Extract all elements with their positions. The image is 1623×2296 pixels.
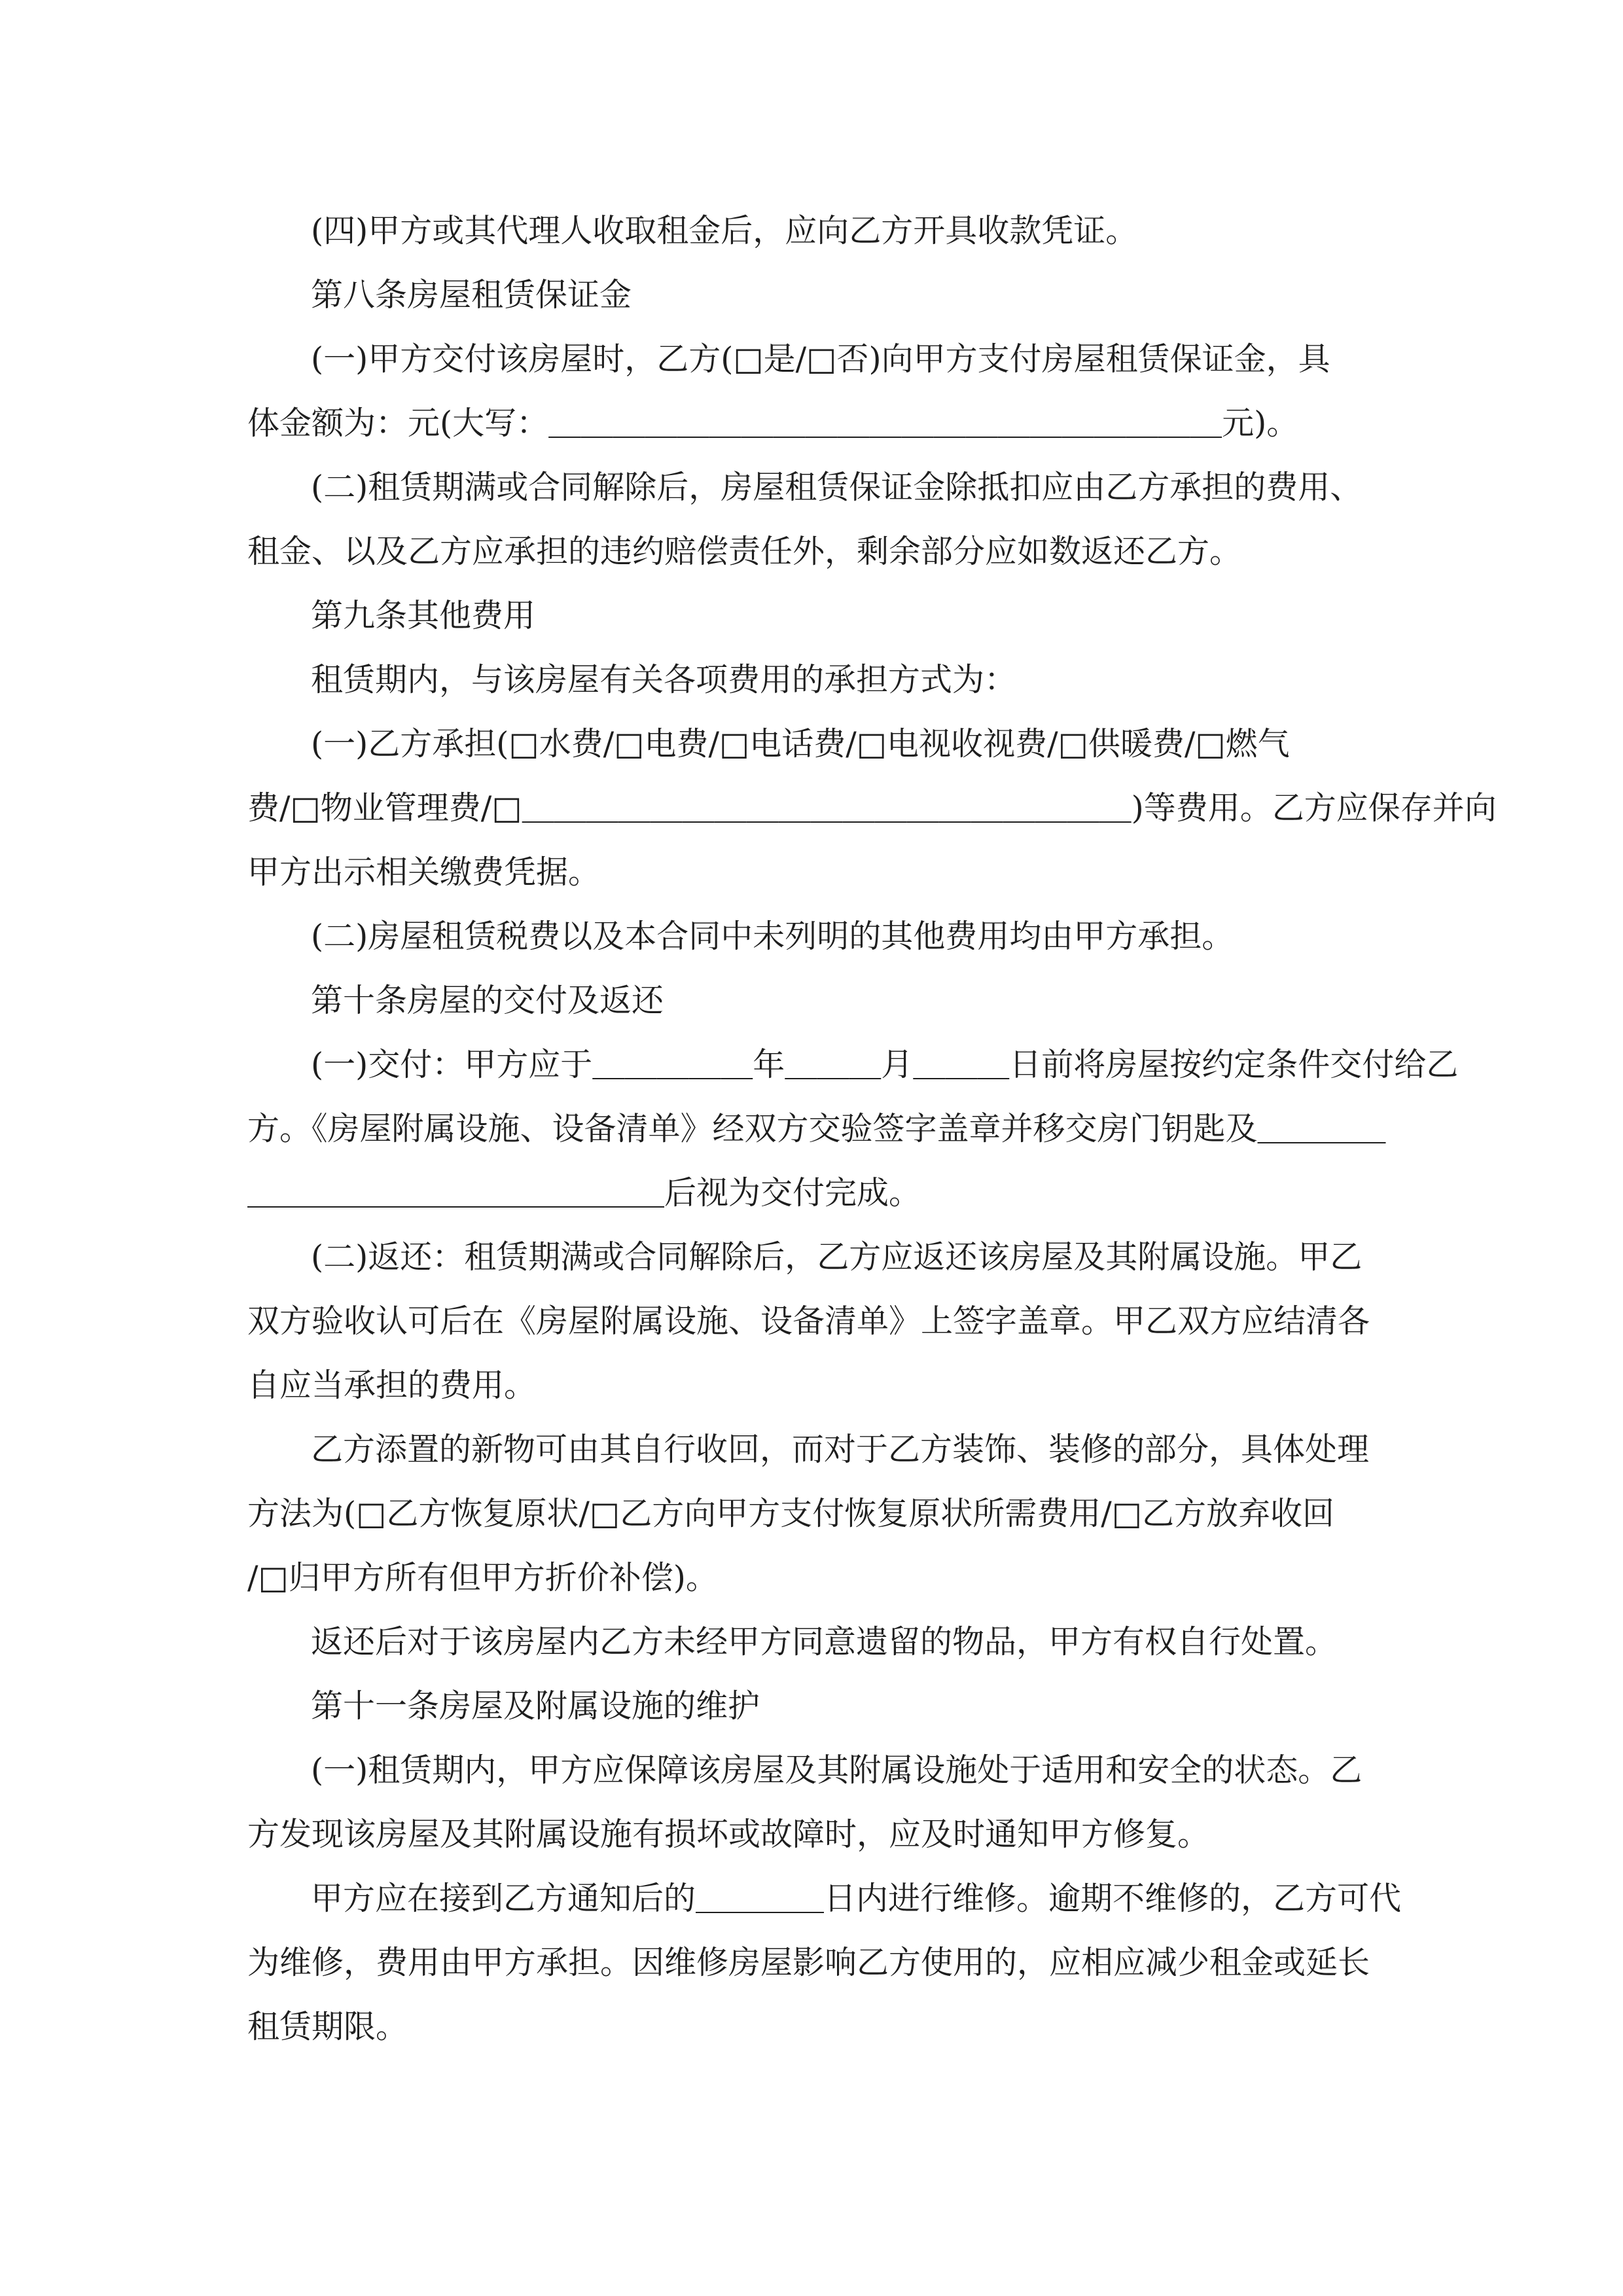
text-line: 方发现该房屋及其附属设施有损坏或故障时，应及时通知甲方修复。 — [247, 1816, 1210, 1853]
text-line: (四)甲方或其代理人收取租金后，应向乙方开具收款凭证。 — [311, 212, 1138, 249]
text-line: (二)租赁期满或合同解除后，房屋租赁保证金除抵扣应由乙方承担的费用、 — [311, 469, 1363, 506]
text-line: 租赁期内，与该房屋有关各项费用的承担方式为： — [311, 661, 1017, 698]
text-line: (一)乙方承担(□水费/□电费/□电话费/□电视收视费/□供暖费/□燃气 — [311, 725, 1290, 762]
text-line: 返还后对于该房屋内乙方未经甲方同意遗留的物品，甲方有权自行处置。 — [311, 1623, 1338, 1660]
text-line: 乙方添置的新物可由其自行收回，而对于乙方装饰、装修的部分，具体处理 — [311, 1431, 1370, 1468]
text-line: (二)返还：租赁期满或合同解除后，乙方应返还该房屋及其附属设施。甲乙 — [311, 1238, 1363, 1276]
text-line: ＿＿＿＿＿＿＿＿＿＿＿＿＿后视为交付完成。 — [247, 1174, 921, 1211]
section-heading: 第十一条房屋及附属设施的维护 — [311, 1687, 760, 1725]
text-line: /□归甲方所有但甲方折价补偿)。 — [247, 1559, 718, 1596]
text-line: 费/□物业管理费/□＿＿＿＿＿＿＿＿＿＿＿＿＿＿＿＿＿＿＿)等费用。乙方应保存并向 — [247, 789, 1497, 827]
text-line: 体金额为：元(大写：＿＿＿＿＿＿＿＿＿＿＿＿＿＿＿＿＿＿＿＿＿元)。 — [247, 404, 1299, 442]
text-line: 方。《房屋附属设施、设备清单》经双方交验签字盖章并移交房门钥匙及＿＿＿＿ — [247, 1110, 1386, 1147]
text-line: 甲方应在接到乙方通知后的＿＿＿＿日内进行维修。逾期不维修的，乙方可代 — [311, 1880, 1402, 1917]
section-heading: 第十条房屋的交付及返还 — [311, 982, 664, 1019]
text-line: 租金、以及乙方应承担的违约赔偿责任外，剩余部分应如数返还乙方。 — [247, 533, 1242, 570]
text-line: (一)交付：甲方应于＿＿＿＿＿年＿＿＿月＿＿＿日前将房屋按约定条件交付给乙 — [311, 1046, 1459, 1083]
text-line: 甲方出示相关缴费凭据。 — [247, 853, 601, 891]
section-heading: 第九条其他费用 — [311, 597, 536, 634]
text-line: 方法为(□乙方恢复原状/□乙方向甲方支付恢复原状所需费用/□乙方放弃收回 — [247, 1495, 1335, 1532]
text-line: 双方验收认可后在《房屋附属设施、设备清单》上签字盖章。甲乙双方应结清各 — [247, 1302, 1370, 1340]
text-line: 自应当承担的费用。 — [247, 1367, 537, 1404]
text-line: 租赁期限。 — [247, 2008, 408, 2045]
text-line: (一)租赁期内，甲方应保障该房屋及其附属设施处于适用和安全的状态。乙 — [311, 1751, 1363, 1789]
text-line: 为维修，费用由甲方承担。因维修房屋影响乙方使用的，应相应减少租金或延长 — [247, 1944, 1370, 1981]
text-line: (二)房屋租赁税费以及本合同中未列明的其他费用均由甲方承担。 — [311, 918, 1234, 955]
contract-text — [247, 208, 1497, 2068]
text-line: (一)甲方交付该房屋时，乙方(□是/□否)向甲方支付房屋租赁保证金，具 — [311, 340, 1330, 378]
section-heading: 第八条房屋租赁保证金 — [311, 276, 632, 314]
